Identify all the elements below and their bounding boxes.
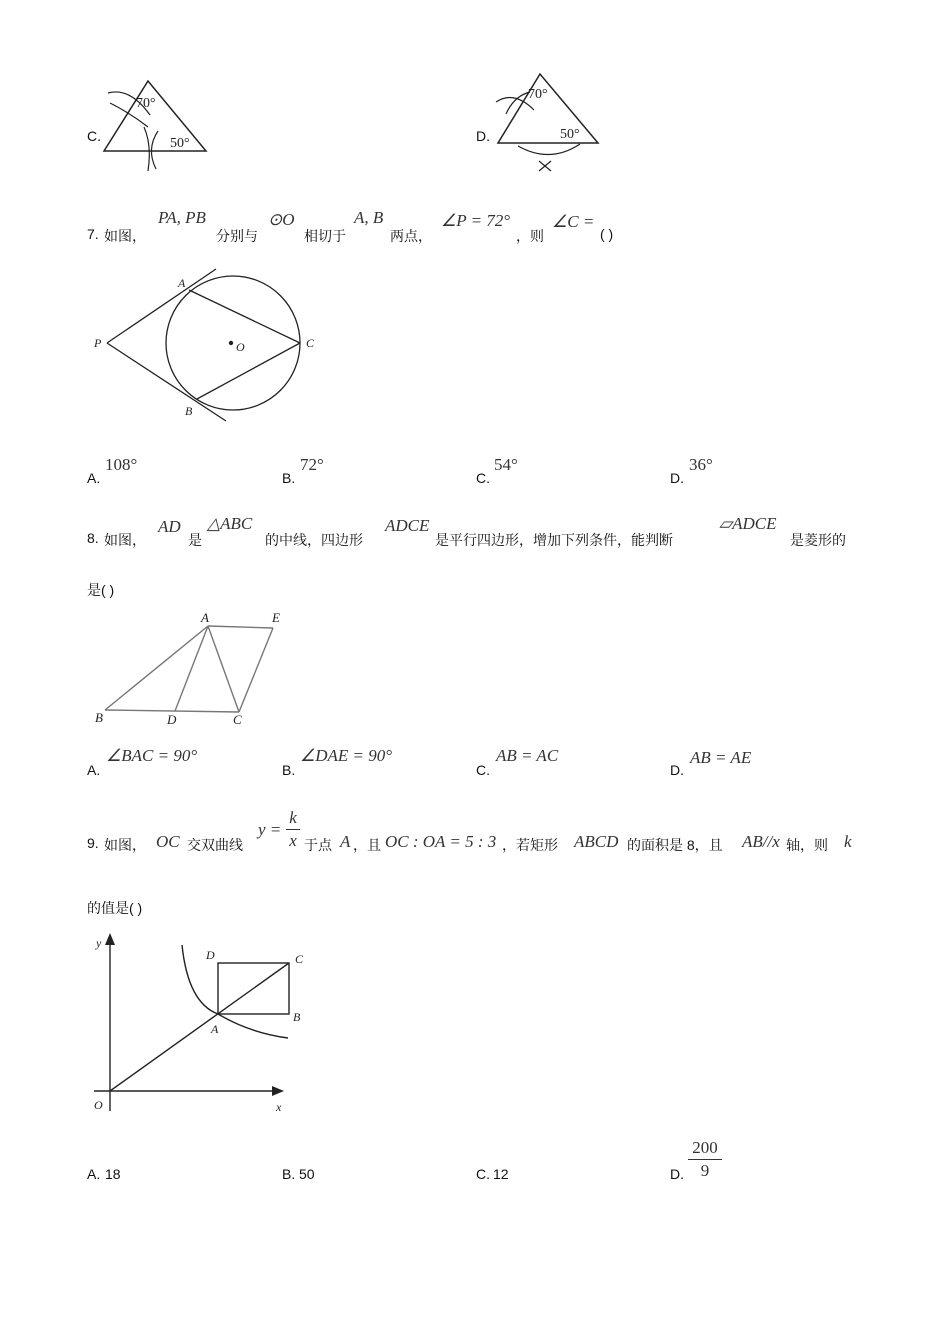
q8-line2: 是( ) xyxy=(87,582,115,598)
label-a: A xyxy=(211,1022,219,1036)
label-b: B xyxy=(95,710,103,725)
arc-c-3 xyxy=(144,127,149,171)
q7-expr-a-b: A, B xyxy=(354,208,384,227)
triangle-c xyxy=(104,81,206,151)
q7-option-d-letter[interactable]: D. xyxy=(670,470,684,486)
q7-text-3: 两点， xyxy=(390,228,432,244)
triangle-d xyxy=(498,74,598,143)
label-c: C xyxy=(306,336,315,350)
q6-option-c-letter: C. xyxy=(87,128,101,144)
q9-expr-ab-parallel-x: AB//x xyxy=(742,832,780,851)
label-o: O xyxy=(236,340,245,354)
q9-text-3: ，且 xyxy=(353,837,381,853)
q8-text-prefix: 如图， xyxy=(104,532,146,548)
q7-option-d-value[interactable]: 36° xyxy=(689,455,713,474)
q8-option-d-value[interactable]: AB = AE xyxy=(690,748,752,767)
q7-expr-angle-c: ∠C = xyxy=(552,212,595,231)
q9-text-6: 轴，则 xyxy=(786,837,828,853)
q8-option-b-letter[interactable]: B. xyxy=(282,762,296,778)
q7-expr-pa-pb: PA, PB xyxy=(158,208,206,227)
q9-option-c-value[interactable]: 12 xyxy=(493,1166,509,1182)
q7-expr-angle-p: ∠P = 72° xyxy=(441,211,511,230)
label-c: C xyxy=(295,952,304,966)
arc-c-4 xyxy=(151,131,158,169)
segment-ac xyxy=(208,626,239,712)
q9-option-a-value[interactable]: 18 xyxy=(105,1166,121,1182)
q7-figure xyxy=(90,265,330,430)
label-c: C xyxy=(233,712,242,727)
q9-k: k xyxy=(844,832,852,851)
q9-text-4: ，若矩形 xyxy=(502,837,558,853)
q8-text-1: 是 xyxy=(188,532,202,548)
q9-fraction-bar xyxy=(286,829,300,830)
arc-d-3 xyxy=(518,144,580,155)
q8-expr-adce: ADCE xyxy=(385,516,430,535)
label-d: D xyxy=(167,712,177,727)
q7-text-2: 相切于 xyxy=(304,228,346,244)
q6-d-angle-right: 50° xyxy=(560,127,580,142)
q9-option-d-denominator: 9 xyxy=(700,1161,710,1180)
q9-expr-abcd: ABCD xyxy=(574,832,619,851)
q7-option-b-value[interactable]: 72° xyxy=(300,455,324,474)
label-a: A xyxy=(178,276,186,290)
center-dot xyxy=(229,341,233,345)
q7-option-c-letter[interactable]: C. xyxy=(476,470,490,486)
q6-option-d-letter: D. xyxy=(476,128,490,144)
y-axis-arrow xyxy=(105,933,115,945)
q9-option-a-letter[interactable]: A. xyxy=(87,1166,101,1182)
q9-text-1: 交双曲线 xyxy=(187,837,243,853)
q9-option-d-fraction[interactable] xyxy=(688,1138,722,1181)
q7-answer-paren: ( ) xyxy=(600,226,614,242)
q7-expr-circle-o: ⊙O xyxy=(268,210,295,229)
q8-option-a-letter[interactable]: A. xyxy=(87,762,101,778)
q8-option-a-value[interactable]: ∠BAC = 90° xyxy=(106,746,198,765)
label-a: A xyxy=(201,610,209,625)
x-axis-arrow xyxy=(272,1086,284,1096)
q8-option-d-letter[interactable]: D. xyxy=(670,762,684,778)
q8-figure xyxy=(93,608,293,733)
q7-text-1: 分别与 xyxy=(216,228,258,244)
q8-text-3: 是平行四边形，增加下列条件，能判断 xyxy=(435,532,673,548)
q9-expr-ratio: OC : OA = 5 : 3 xyxy=(385,832,497,851)
q9-point-a: A xyxy=(340,832,351,851)
q9-text-2: 于点 xyxy=(304,837,332,853)
label-b: B xyxy=(293,1010,301,1024)
q6-option-c-figure xyxy=(100,75,215,175)
q9-expr-y-eq: y = xyxy=(258,820,282,839)
q9-option-b-letter[interactable]: B. xyxy=(282,1166,296,1182)
q7-text-4: ，则 xyxy=(516,228,544,244)
q9-line2: 的值是( ) xyxy=(87,900,143,916)
hyperbola-curve xyxy=(182,945,288,1038)
q6-d-angle-top: 70° xyxy=(528,87,548,102)
q7-number: 7. xyxy=(87,226,99,242)
label-o: O xyxy=(94,1098,103,1112)
segment-ec xyxy=(239,628,273,712)
segment-oc xyxy=(110,963,289,1091)
q6-c-angle-right: 50° xyxy=(170,136,190,151)
q9-text-prefix: 如图， xyxy=(104,837,146,853)
q9-expr-oc: OC xyxy=(156,832,180,851)
q7-option-a-letter[interactable]: A. xyxy=(87,470,101,486)
label-d: D xyxy=(206,948,215,962)
q8-option-c-letter[interactable]: C. xyxy=(476,762,490,778)
label-p: P xyxy=(94,336,102,350)
q8-number: 8. xyxy=(87,530,99,546)
q7-option-c-value[interactable]: 54° xyxy=(494,455,518,474)
tangent-pa xyxy=(107,269,216,343)
q9-option-b-value[interactable]: 50 xyxy=(299,1166,315,1182)
label-x: x xyxy=(276,1100,282,1114)
segment-ae xyxy=(208,626,273,628)
q8-text-4: 是菱形的 xyxy=(790,532,846,548)
segment-ab xyxy=(105,626,208,710)
q8-expr-triangle-abc: △ABC xyxy=(207,514,253,533)
q9-fraction-k-over-x xyxy=(286,808,300,851)
q9-option-d-letter[interactable]: D. xyxy=(670,1166,684,1182)
q8-expr-parallelogram-adce: ▱ADCE xyxy=(719,514,777,533)
q8-text-2: 的中线，四边形 xyxy=(265,532,363,548)
q9-text-5: 的面积是 8，且 xyxy=(627,837,723,853)
q9-fraction-denominator: x xyxy=(289,831,297,850)
q7-option-a-value[interactable]: 108° xyxy=(105,455,138,474)
q9-figure xyxy=(90,925,310,1120)
q8-option-b-value[interactable]: ∠DAE = 90° xyxy=(300,746,393,765)
q9-fraction-numerator: k xyxy=(289,808,297,827)
label-e: E xyxy=(272,610,280,625)
chord-bc xyxy=(197,343,300,399)
q9-option-c-letter[interactable]: C. xyxy=(476,1166,490,1182)
q7-option-b-letter[interactable]: B. xyxy=(282,470,296,486)
q8-option-c-value[interactable]: AB = AC xyxy=(496,746,559,765)
q7-text-prefix: 如图， xyxy=(104,228,146,244)
q6-option-d-figure xyxy=(490,70,605,175)
q9-option-d-bar xyxy=(688,1159,722,1160)
label-b: B xyxy=(185,404,193,418)
q6-c-angle-top: 70° xyxy=(136,96,156,111)
q9-number: 9. xyxy=(87,835,99,851)
q9-option-d-numerator: 200 xyxy=(692,1138,718,1157)
q8-expr-ad: AD xyxy=(158,517,181,536)
label-y: y xyxy=(96,936,102,950)
